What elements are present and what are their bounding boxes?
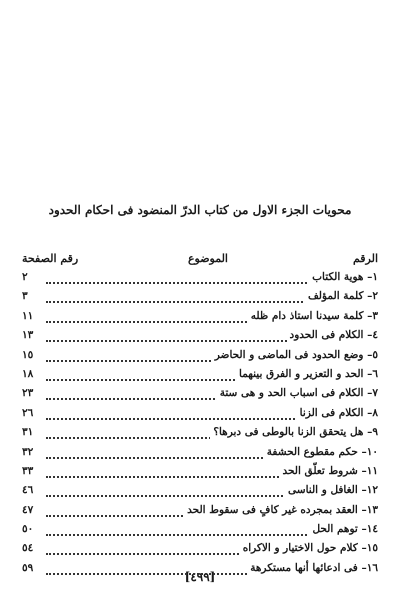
page-number: [٤٩٩] <box>184 570 216 584</box>
toc-entry-page: ٥٤ <box>22 542 34 555</box>
toc-entry-label: ٨– الكلام فى الزنا <box>297 404 378 423</box>
toc-entry-page: ٢٣ <box>22 387 34 400</box>
toc-entry-page: ٤٧ <box>22 503 34 516</box>
page-title: محويات الجزء الاول من كتاب الدرّ المنضود فى احكام الحدود <box>48 203 352 217</box>
toc-list <box>22 268 378 578</box>
toc-entry-page: ٣١ <box>22 426 34 439</box>
toc-entry-label: ١٢– الغافل و الناسى <box>285 481 378 500</box>
toc-entry-page: ١٥ <box>22 348 34 361</box>
toc-entry-label: ٩– هل يتحقق الزنا بالوطى فى دبرها؟ <box>210 423 378 442</box>
toc-entry-page: ٥٠ <box>22 523 34 536</box>
header-topic: الموضوع <box>187 252 228 265</box>
toc-entry-label: ١١– شروط تعلّق الحد <box>280 462 379 481</box>
toc-entry-page: ٣٣ <box>22 464 34 477</box>
toc-entry-page: ١٨ <box>22 367 34 380</box>
toc-entry-page: ١٣ <box>22 329 34 342</box>
toc-entry-label: ٦– الحد و التعزير و الفرق بينهما <box>236 365 378 384</box>
toc-entry-page: ٣ <box>22 290 28 303</box>
toc-entry-page: ٣٢ <box>22 445 34 458</box>
toc-entry-label: ١٦– فى ادعائها أنها مستكرهة <box>247 559 378 578</box>
toc-entry-label: ١٤– توهم الحل <box>309 520 378 539</box>
toc-entry-page: ١١ <box>22 309 34 322</box>
header-number: الرقم <box>352 252 378 265</box>
toc-entry-label: ٣– كلمة سيدنا استاذ دام ظله <box>248 307 378 326</box>
header-page: رقم الصفحة <box>22 252 79 265</box>
toc-entry-page: ٢ <box>22 271 28 283</box>
toc-entry-label: ٤– الكلام فى الحدود <box>287 326 378 345</box>
toc-entry-page: ٥٩ <box>22 561 34 574</box>
toc-entry-label: ١– هوية الكتاب <box>309 268 378 287</box>
toc-entry-page: ٢٦ <box>22 406 34 419</box>
toc-entry-label: ١٠– حكم مقطوع الحشفة <box>264 443 378 462</box>
toc-entry-page: ٤٦ <box>22 484 34 497</box>
toc-entry-label: ٥– وضع الحدود فى الماضى و الحاضر <box>212 346 378 365</box>
toc-entry-label: ٧– الكلام فى اسباب الحد و هى ستة <box>217 384 378 403</box>
toc-entry-label: ١٣– العقد بمجرده غير كافٍ فى سقوط الحد <box>184 501 378 520</box>
toc-entry-label: ٢– كلمة المؤلف <box>305 287 378 306</box>
toc-entry-label: ١٥– كلام حول الاختيار و الاكراه <box>240 539 378 558</box>
